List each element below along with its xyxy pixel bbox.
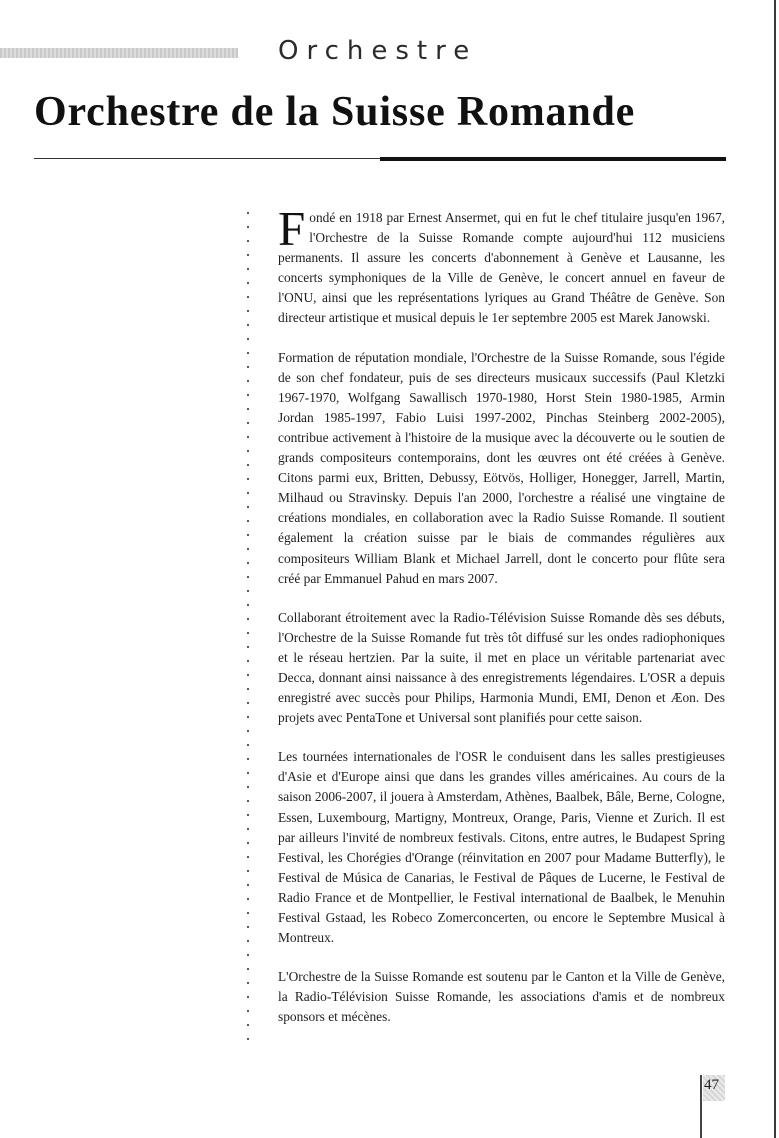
section-label: Orchestre — [278, 36, 478, 66]
paragraph-recordings: Collaborant étroitement avec la Radio-Télévision Suisse Romande dès ses débuts, l'Orchestre de la Suisse Romande fut très tôt diffusé sur les ondes radiophoniques et le réseau hertzien. Par la suite, il met en place un véritable partenariat avec Decca, donnant ainsi naissance à des enregistrements légendaires. L'OSR a depuis enregistré avec succès pour Philips, Harmonia Mundi, EMI, Denon et Æon. Des projets avec PentaTone et Universal sont planifiés pour cette saison. — [278, 609, 725, 726]
page-number: 47 — [704, 1077, 719, 1093]
paragraph-tours: Les tournées internationales de l'OSR le conduisent dans les salles prestigieuses d'Asie et d'Europe ainsi que dans les grandes villes américaines. Au cours de la saison 2006-2007, il jouera à Amsterdam, Athènes, Baalbek, Bâle, Berne, Cologne, Essen, Luxembourg, Martigny, Montreux, Orange, Paris, Vienne et Zurich. Il est par ailleurs l'invité de nombreux festivals. Citons, entre autres, le Budapest Spring Festival, les Chorégies d'Orange (réinvitation en 2007 pour Madame Butterfly), le Festival de Música de Canarias, le Festival de Pâques de Lucerne, le Festival de Radio France et de Montpellier, le Festival international de Baalbek, le Menuhin Festival Gstaad, les Robeco Zomerconcerten, ou encore le Septembre Musical à Montreux. — [278, 749, 725, 946]
paragraph-intro-text: ondé en 1918 par Ernest Ansermet, qui en fut le chef titulaire jusqu'en 1967, l'Orchestre de la Suisse Romande compte aujourd'hui 112 musiciens permanents. Il assure les concerts d'abonnement à Genève et Lausanne, les concerts symphoniques de la Ville de Genève, le concert annuel en faveur de l'ONU, ainsi que les représentations lyriques au Grand Théâtre de Genève. Son directeur artistique et musical depuis le 1er septembre 2005 est Marek Janowski. — [278, 210, 725, 326]
article-body — [278, 201, 725, 1046]
paragraph-intro — [278, 201, 725, 329]
dotted-margin-line — [246, 206, 250, 1048]
drop-cap: F — [278, 201, 306, 256]
footer-rule — [700, 1075, 702, 1138]
title-rule-thick — [380, 157, 726, 161]
paragraph-sponsors: L'Orchestre de la Suisse Romande est soutenu par le Canton et la Ville de Genève, la Radio-Télévision Suisse Romande, les associations d'amis et de nombreux sponsors et mécènes. — [278, 969, 725, 1025]
page-title: Orchestre de la Suisse Romande — [34, 89, 636, 135]
page-edge — [774, 0, 776, 1138]
paragraph-history: Formation de réputation mondiale, l'Orchestre de la Suisse Romande, sous l'égide de son chef fondateur, puis de ses directeurs musicaux successifs (Paul Kletzki 1967-1970, Wolfgang Sawallisch 1970-1980, Horst Stein 1980-1985, Armin Jordan 1985-1997, Fabio Luisi 1997-2002, Pinchas Steinberg 2002-2005), contribue activement à l'histoire de la musique avec la découverte ou le soutien de grands compositeurs contemporains, dont les œuvres ont été créées à Genève. Citons parmi eux, Britten, Debussy, Eötvös, Holliger, Honegger, Jarrell, Martin, Milhaud ou Stravinsky. Depuis l'an 2000, l'orchestre a réalisé une vingtaine de créations mondiales, en collaboration avec la Radio Suisse Romande. Il soutient également la création suisse par le biais de commandes régulières aux compositeurs William Blank et Michael Jarrell, dont le concerto pour flûte sera créé par Emmanuel Pahud en mars 2007. — [278, 349, 725, 586]
title-rule-thin — [34, 158, 380, 159]
header-decor-bar — [0, 48, 238, 58]
